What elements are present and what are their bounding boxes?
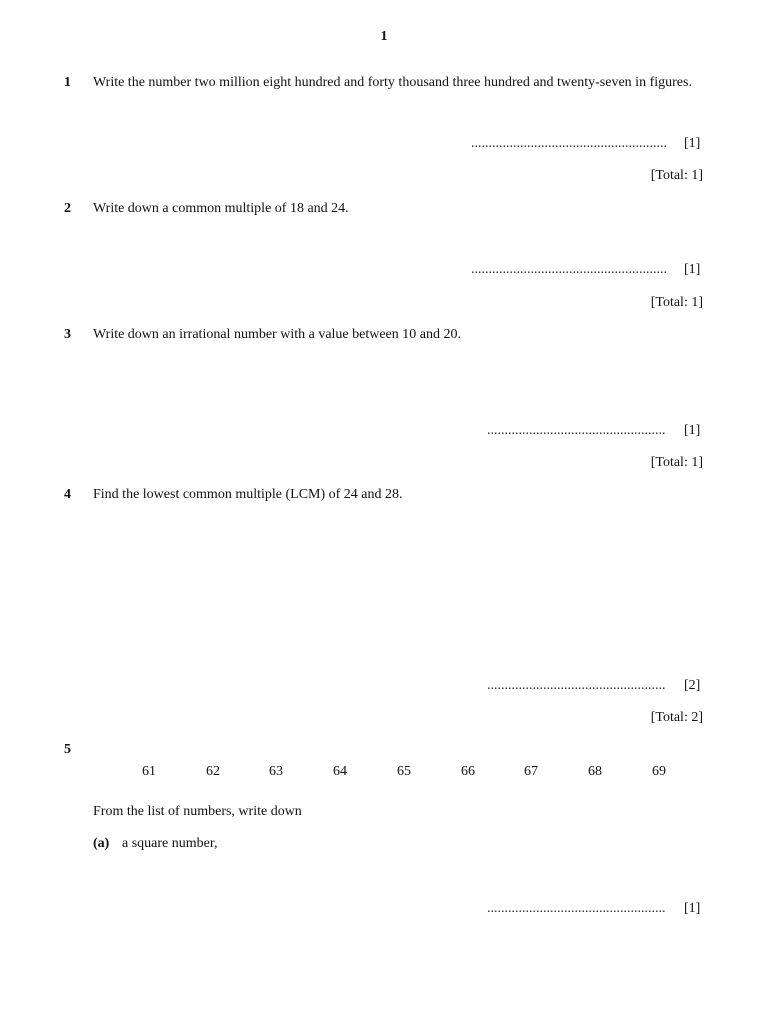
marks-label: [1] [684, 423, 701, 438]
marks-label: [1] [684, 901, 701, 916]
part-label: (a) [93, 836, 110, 851]
total-marks: [Total: 1] [650, 168, 703, 183]
list-number: 62 [206, 764, 220, 779]
list-number: 61 [142, 764, 156, 779]
question-text: Write down a common multiple of 18 and 24. [93, 201, 349, 216]
question-number: 4 [64, 487, 71, 502]
answer-line[interactable]: ................................................... [487, 678, 666, 693]
question-text: Write the number two million eight hundred and forty thousand three hundred and twenty-seven in figures. [93, 75, 692, 90]
answer-line[interactable]: ........................................................ [471, 262, 667, 277]
total-marks: [Total: 1] [650, 295, 703, 310]
marks-label: [1] [684, 136, 701, 151]
question-number: 5 [64, 742, 71, 757]
list-number: 65 [397, 764, 411, 779]
total-marks: [Total: 2] [650, 710, 703, 725]
list-number: 64 [333, 764, 347, 779]
list-number: 63 [269, 764, 283, 779]
answer-line[interactable]: ........................................................ [471, 136, 667, 151]
list-number: 67 [524, 764, 538, 779]
list-number: 69 [652, 764, 666, 779]
marks-label: [1] [684, 262, 701, 277]
page-number: 1 [380, 29, 388, 44]
question-number: 3 [64, 327, 71, 342]
marks-label: [2] [684, 678, 701, 693]
question-text: Write down an irrational number with a value between 10 and 20. [93, 327, 461, 342]
answer-line[interactable]: ................................................... [487, 423, 666, 438]
list-number: 66 [461, 764, 475, 779]
question-number: 2 [64, 201, 71, 216]
list-number: 68 [588, 764, 602, 779]
question-text: Find the lowest common multiple (LCM) of 24 and 28. [93, 487, 403, 502]
question-number: 1 [64, 75, 71, 90]
part-text: a square number, [122, 836, 218, 851]
answer-line[interactable]: ................................................... [487, 901, 666, 916]
total-marks: [Total: 1] [650, 455, 703, 470]
question-instruction: From the list of numbers, write down [93, 804, 302, 819]
